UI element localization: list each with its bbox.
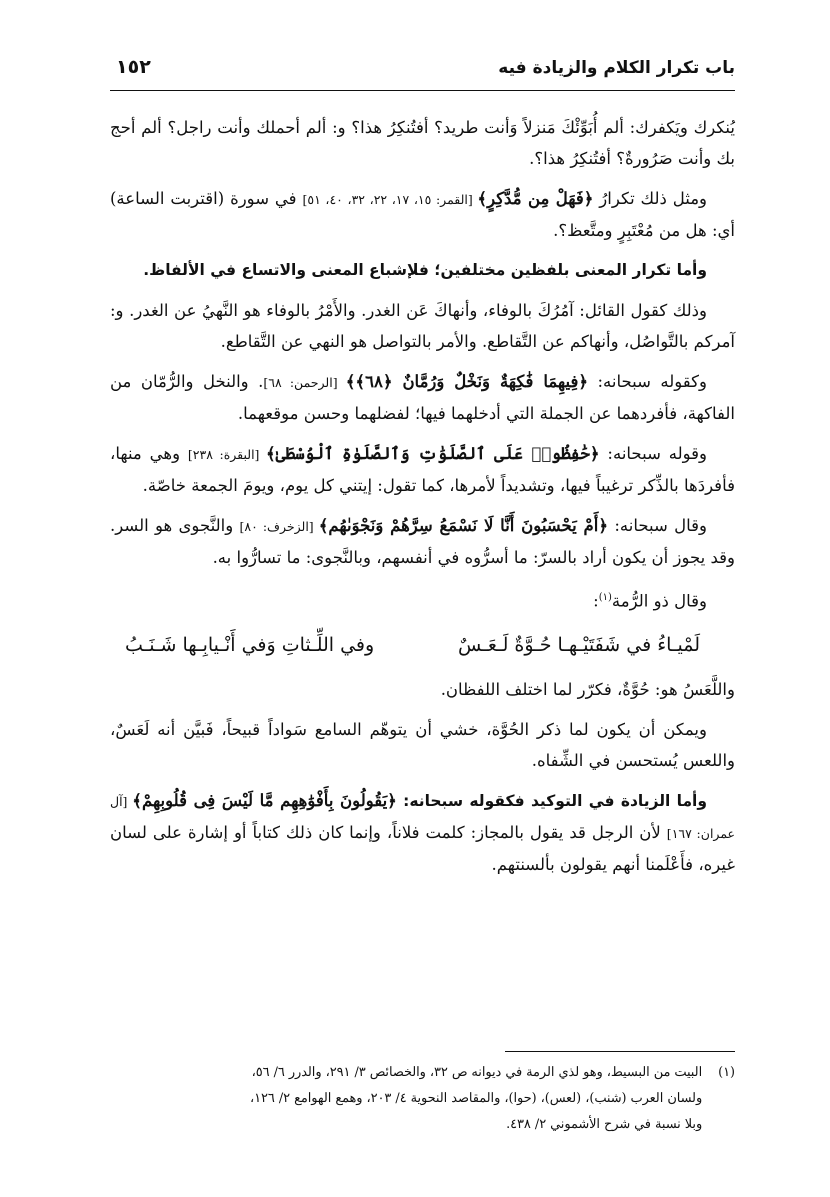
page-number: ١٥٢: [116, 56, 151, 78]
quran-reference: [آل عمران: ١٦٧]: [110, 793, 735, 841]
section-heading-repetition-meaning: وأما تكرار المعنى بلفظين مختلفين؛ فلإشباع المعنى والاتساع في الألفاظ.: [143, 261, 707, 279]
footnote-text: [110, 1060, 702, 1138]
footnote-number: (١): [718, 1065, 735, 1080]
paragraph-5-tail: . والنخل والرُّمّان من الفاكهة، فأفردهما عن الجملة التي أدخلهما فيها؛ لفضلهما وحسن موقعهما.: [110, 372, 735, 423]
quran-reference: [الرحمن: ٦٨]: [263, 375, 346, 390]
paragraph-4: وذلك كقول القائل: آمُرُكَ بالوفاء، وأنهاكَ عَن الغدر. والأَمْرُ بالوفاء هو النَّهيُ عن الغدر. و: آمركم بالتَّواصُل، وأنهاكم عن التَّقاطع. والأمر بالتواصل هو النهي عن التَّقاطع.: [110, 301, 735, 351]
paragraph-6-lead: وقوله سبحانه:: [599, 444, 707, 463]
paragraph-8: [110, 582, 735, 617]
quran-verse: ﴿حَٰفِظُوا۟ عَلَى ٱلصَّلَوَٰتِ وَٱلصَّلَوٰةِ ٱلْوُسْطَىٰ﴾: [266, 444, 600, 463]
footnote-1: [110, 1060, 735, 1138]
paragraph-9: واللَّعَسُ هو: حُوَّةٌ، فكرّر لما اختلف اللفظان.: [440, 679, 735, 699]
footnote-line: ولسان العرب (شنب)، (لعس)، (حوا)، والمقاصد النحوية ٤/ ٢٠٣، وهمع الهوامع ٢/ ١٢٦،: [249, 1091, 703, 1106]
running-title: باب تكرار الكلام والزيادة فيه: [498, 58, 735, 78]
quran-reference: [الزخرف: ٨٠]: [239, 519, 319, 534]
main-text: [110, 112, 735, 889]
paragraph-6: [110, 438, 735, 501]
quran-verse: ﴿فَهَلْ مِن مُّدَّكِرٍ﴾: [477, 189, 594, 208]
quran-reference: [البقرة: ٢٣٨]: [187, 447, 266, 462]
paragraph-5: [110, 366, 735, 429]
poetry-verse: [110, 626, 735, 668]
quran-verse: ﴿فِيهِمَا فَٰكِهَةٌ وَنَخْلٌ وَرُمَّانٌ ﴿٦٨﴾﴾: [345, 372, 589, 391]
paragraph-11: [110, 785, 735, 880]
quran-reference: [القمر: ١٥، ١٧، ٢٢، ٣٢، ٤٠، ٥١]: [302, 192, 478, 207]
paragraph-5-lead: وكقوله سبحانه:: [588, 372, 707, 391]
section-heading-emphasis: وأما الزيادة في التوكيد فكقوله سبحانه:: [396, 791, 707, 810]
quran-verse: ﴿يَقُولُونَ بِأَفْوَٰهِهِم مَّا لَيْسَ فِى قُلُوبِهِمْ﴾: [132, 790, 397, 810]
paragraph-7: [110, 510, 735, 573]
footnote-divider: [505, 1051, 735, 1052]
paragraph-7-lead: وقال سبحانه:: [608, 516, 707, 535]
verse-second-hemistich: وفي اللِّـثاتِ وَفي أَنْـيابِـها شَـنَـبُ: [125, 633, 375, 656]
paragraph-2: [110, 183, 735, 246]
footnote-mark: (١): [598, 592, 612, 603]
poet-intro-colon: :: [593, 591, 599, 611]
paragraph-2-lead: ومثل ذلك تكرارُ: [593, 189, 708, 208]
paragraph-2-tail: في سورة (اقتربت الساعة) أي: هل من مُعْتَبِرٍ ومتَّعظ؟.: [110, 189, 735, 240]
footnote-line: وبلا نسبة في شرح الأشموني ٢/ ٤٣٨.: [506, 1117, 703, 1132]
paragraph-7-tail: والنَّجوى هو السر. وقد يجوز أن يكون أراد بالسرّ: ما أسرُّوه في أنفسهم، وبالنَّجوى: ما تسارُّوا به.: [110, 516, 735, 567]
footnotes: [110, 1060, 735, 1138]
paragraph-11-tail: لأن الرجل قد يقول بالمجاز: كلمت فلاناً، وإنما كان ذلك كتاباً أو إشارة على لسان غيره، فأَعْلَمنا أنهم يقولون بألسنتهم.: [110, 822, 735, 874]
poet-intro: وقال ذو الرُّمة: [611, 591, 707, 611]
verse-first-hemistich: لَمْيـاءُ في شَفَتَيْـهـا حُـوَّةٌ لَـعَـسٌ: [458, 633, 700, 656]
paragraph-6-tail: وهي منها، فأفردَها بالذِّكر ترغيباً فيها، وتشديداً لأمرها، كما تقول: إيتني كل يوم، ويومَ الجمعة خاصّة.: [110, 444, 735, 495]
book-page: [110, 50, 735, 1170]
paragraph-10: ويمكن أن يكون لما ذكر الحُوَّة، خشي أن يتوهّم السامع سَواداً قبيحاً، فَبيَّن أنه لَعَسٌ، واللعس يُستحسن في الشِّفاه.: [110, 719, 735, 770]
paragraph-1: يُنكرك ويَكفرك: ألم أُبَوِّئْكَ مَنزلاً وَأنت طريد؟ أفتُنكِرُ هذا؟ و: ألم أحملك وأنت راجل؟ ألم أحج بك وأنت صَرُورةٌ؟ أفتُنكِرُ هذا؟.: [110, 118, 735, 168]
page-header: [110, 50, 735, 91]
quran-verse: ﴿أَمْ يَحْسَبُونَ أَنَّا لَا نَسْمَعُ سِرَّهُمْ وَنَجْوَىٰهُم﴾: [318, 516, 609, 535]
footnote-line: البيت من البسيط، وهو لذي الرمة في ديوانه ص ٣٢، والخصائص ٣/ ٢٩١، والدرر ٦/ ٥٦،: [251, 1065, 703, 1080]
